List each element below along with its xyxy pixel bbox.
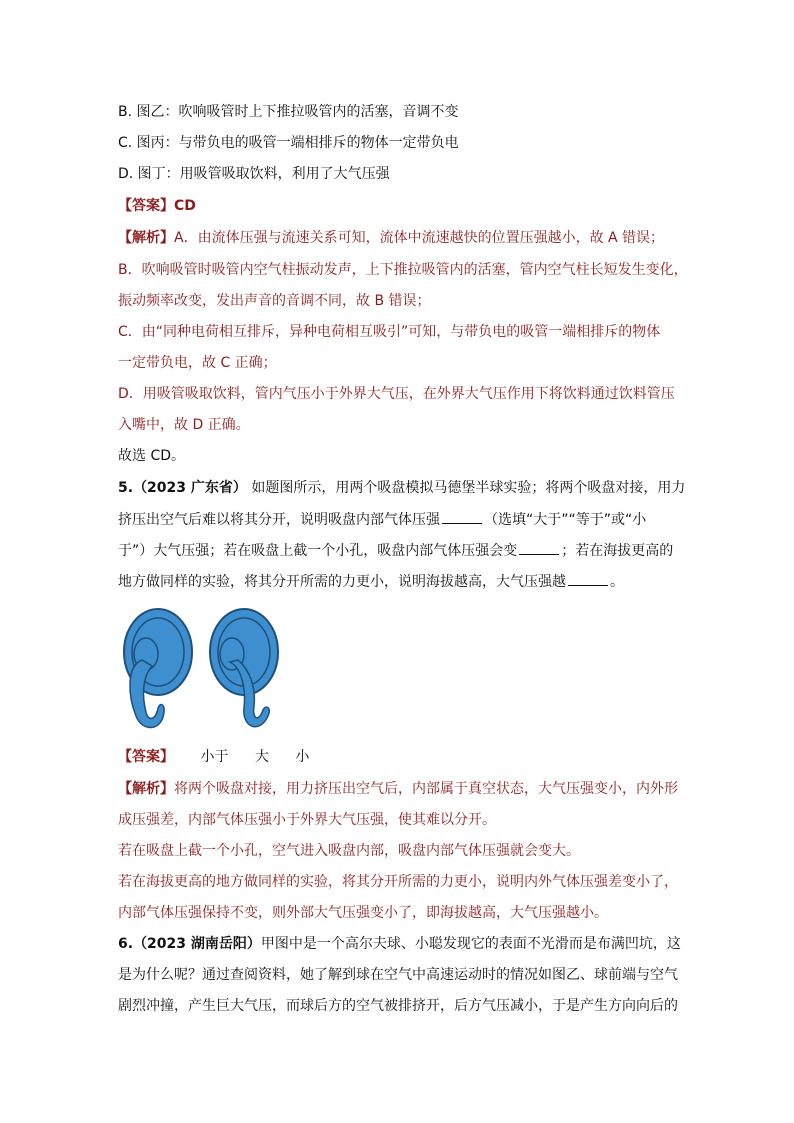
answer-2: 大 (254, 749, 269, 765)
suction-cups-illustration (118, 604, 288, 736)
question-5-line-1: 5.（2023 广东省） 如题图所示，用两个吸盘模拟马德堡半球实验；将两个吸盘对接，用力 (118, 480, 686, 496)
answer-line-q4 (118, 196, 688, 216)
answer-tag: 【答案】 (118, 198, 174, 214)
analysis-line-q4-2: B．吹响吸管时吸管内空气柱振动发声，上下推拉吸管内的活塞，管内空气柱长短发生变化， (118, 262, 688, 278)
analysis-tag: 【解析】 (118, 230, 174, 246)
question-5-line-2: 挤压出空气后难以将其分开，说明吸盘内部气体压强 （选填“大于”“等于”或“小 (118, 509, 688, 530)
answer-value: CD (174, 198, 196, 214)
question-number: 6. (118, 936, 134, 952)
conclusion-q4: 故选 CD。 (118, 448, 186, 464)
option-d: D. 图丁：用吸管吸取饮料，利用了大气压强 (118, 166, 390, 182)
question-6-line-1: 6.（2023 湖南岳阳）甲图中是一个高尔夫球、小聪发现它的表面不光滑而是布满凹坑，这 (118, 936, 681, 952)
question-6-line-2: 是为什么呢？通过查阅资料，她了解到球在空气中高速运动时的情况如图乙、球前端与空气 (118, 967, 678, 983)
option-b: B. 图乙：吹响吸管时上下推拉吸管内的活塞，音调不变 (118, 104, 459, 120)
question-5-line-4: 地方做同样的实验，将其分开所需的力更小，说明海拔越高，大气压强越 。 (118, 571, 688, 592)
analysis-line-q4-5: 一定带负电，故 C 正确； (118, 355, 277, 371)
answer-tag: 【答案】 (118, 749, 174, 765)
question-number: 5. (118, 480, 134, 496)
analysis-line-q4-4: C．由“同种电荷相互排斥，异种电荷相互吸引”可知，与带负电的吸管一端相排斥的物体 (118, 324, 661, 340)
suction-cup-left (124, 609, 192, 728)
answer-1: 小于 (200, 749, 229, 765)
question-5-line-3: 于”）大气压强；若在吸盘上截一个小孔，吸盘内部气体压强会变 ；若在海拔更高的 (118, 540, 688, 561)
analysis-line-q5-1: 【解析】将两个吸盘对接，用力挤压出空气后，内部属于真空状态，大气压强变小，内外形 (118, 781, 678, 797)
answer-blank (568, 571, 608, 586)
answer-blank (442, 509, 482, 524)
suction-cups-figure (118, 604, 288, 736)
analysis-line-q5-5: 内部气体压强保持不变，则外部大气压强变小了，即海拔越高，大气压强越小。 (118, 905, 608, 921)
answer-line-q5 (118, 747, 688, 767)
analysis-tag: 【解析】 (118, 781, 174, 797)
analysis-line-q4-6: D．用吸管吸取饮料，管内气压小于外界大气压，在外界大气压作用下将饮料通过饮料管压 (118, 386, 675, 402)
analysis-line-q5-2: 成压强差，内部气体压强小于外界大气压强，使其难以分开。 (118, 812, 496, 828)
question-source: （2023 湖南岳阳） (133, 936, 261, 952)
analysis-line-q4-3: 振动频率改变，发出声音的音调不同，故 B 错误； (118, 293, 431, 309)
question-6-line-3: 剧烈冲撞，产生巨大气压，而球后方的空气被排挤开，后方气压减小，于是产生方向向后的 (118, 998, 678, 1014)
answer-blank (519, 540, 559, 555)
analysis-line-q4-1: 【解析】A．由流体压强与流速关系可知，流体中流速越快的位置压强越小，故 A 错误； (118, 230, 665, 246)
analysis-line-q4-7: 入嘴中，故 D 正确。 (118, 417, 250, 433)
question-source: （2023 广东省） (133, 480, 247, 496)
option-c: C. 图丙：与带负电的吸管一端相排斥的物体一定带负电 (118, 135, 459, 151)
suction-cup-right (210, 609, 278, 727)
analysis-line-q5-3: 若在吸盘上截一个小孔，空气进入吸盘内部，吸盘内部气体压强就会变大。 (118, 843, 580, 859)
answer-3: 小 (295, 749, 310, 765)
analysis-line-q5-4: 若在海拔更高的地方做同样的实验，将其分开所需的力更小，说明内外气体压强差变小了， (118, 874, 678, 890)
